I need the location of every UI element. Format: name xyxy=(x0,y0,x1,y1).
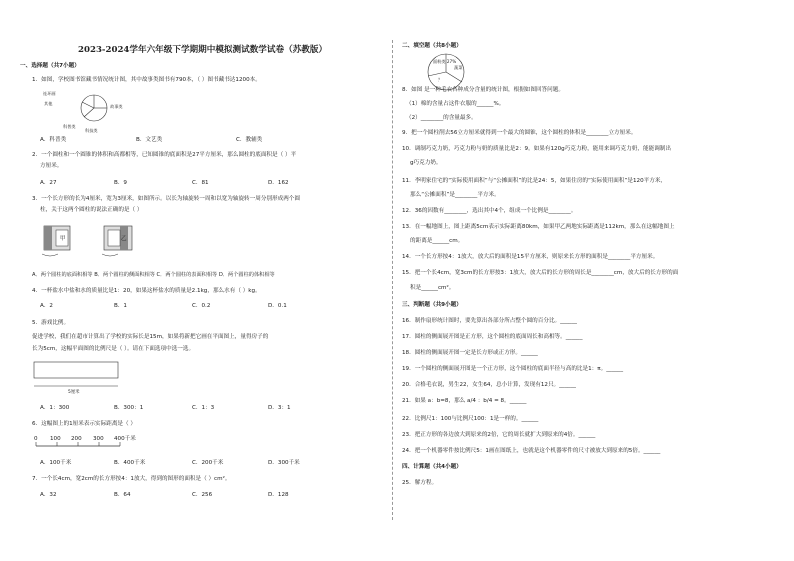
q8-pie-label-1: 面粉类 27% xyxy=(433,59,457,64)
pie-label-science: 科普类 xyxy=(63,124,76,129)
q2-option-b: B．9 xyxy=(114,180,127,186)
q4-option-b: B．1 xyxy=(114,303,127,309)
question-21-text: 21．如果 a：b=8，那么 a/4 ：b/4 = 8。______ xyxy=(402,398,527,404)
q3-options: A．两个圆柱的底面积相等 B．两个圆柱的侧面积相等 C．两个圆柱的表面积相等 D．两个圆柱的体积相等 xyxy=(32,272,275,278)
q2-option-a: A．27 xyxy=(40,180,57,186)
q7-option-d: D．128 xyxy=(268,492,289,498)
question-16-text: 16．制作扇形统计图时，要先算出各部分所占整个圆的百分比。______ xyxy=(402,318,577,324)
pie-label-story: 故事类 xyxy=(110,104,123,109)
question-15-text-2: 积是______cm²。 xyxy=(410,285,455,291)
q7-option-a: A．32 xyxy=(40,492,57,498)
q6-option-a: A．100千米 xyxy=(40,460,72,466)
scale-label-0: 0 xyxy=(34,436,38,442)
question-10-text-1: 10．调制巧克力奶，巧克力粉与奶的质量比是2：9。如果有120g巧克力粉，能用来调巧克力奶，能能调制出 xyxy=(402,146,671,152)
q5-figure-label: 5厘米 xyxy=(68,390,80,395)
question-9-text: 9．把一个圆柱削去56立方厘米就得到一个最大的圆锥，这个圆柱的体积是________立方厘米。 xyxy=(402,130,637,136)
section-heading-4: 四、计算题（共4小题） xyxy=(402,464,462,470)
q2-option-c: C．81 xyxy=(192,180,209,186)
q7-option-c: C．256 xyxy=(192,492,213,498)
question-6-text: 6．这幅图上的1厘米表示实际距离是（ ） xyxy=(32,421,136,427)
question-11-text-1: 11．李明家住宅的“实际使用面积”与“公摊面积”的比是24：5，如果住房的“实际使用面积”是120平方米， xyxy=(402,178,667,184)
q3-figure-label-jia: 甲 xyxy=(60,236,66,242)
question-1-text: 1．如图，学校图书馆藏书情况统计图，其中故事类图书有790本，（ ）图书藏书达1200本。 xyxy=(32,77,261,83)
question-19-text: 19．一个圆柱的侧面展开图是一个正方形，这个圆柱的底面半径与高的比是1：π。______ xyxy=(402,366,624,372)
section-heading-2: 二、填空题（共8小题） xyxy=(402,43,462,49)
question-18-text: 18．圆柱的侧面展开图一定是长方形或正方形。______ xyxy=(402,350,538,356)
q1-option-b: B．文艺类 xyxy=(136,137,163,143)
question-12-text: 12．36的因数有________，选出其中4个，组成一个比例是________。 xyxy=(402,208,577,214)
question-20-text: 20．合格毛衣说，男生22，女生64，总小计算，发现有12只。______ xyxy=(402,382,576,388)
q4-option-d: D．0.1 xyxy=(268,303,287,309)
q7-option-b: B．64 xyxy=(114,492,131,498)
q1-option-a: A．科普类 xyxy=(40,137,67,143)
question-22-text: 22．比例尺1：100与比例尺100：1是一样的。______ xyxy=(402,416,539,422)
q1-option-c: C．教辅类 xyxy=(236,137,263,143)
q8-pie-label-2: 蔬菜 xyxy=(454,65,463,70)
question-14-text: 14．一个长方形按4：1放大，放大后的面积是15平方厘米，则原来长方形的面积是________平方厘米。 xyxy=(402,254,659,260)
question-3-text-2: 柱，关于这两个圆柱的说法正确的是（ ） xyxy=(40,207,143,213)
q6-option-c: C．200千米 xyxy=(192,460,224,466)
q5-option-a: A．1：300 xyxy=(40,405,70,411)
question-13-text-1: 13．在一幅地图上，图上距离5cm表示实际距离80km，如果甲乙两地实际距离是112km，那么在这幅地图上 xyxy=(402,224,675,230)
question-24-text: 24．把一个机器零件按比例尺5：1画在图纸上，也就是这个机器零件的尺寸被放大到原来的5倍。______ xyxy=(402,448,661,454)
scale-label-100: 100 xyxy=(50,436,61,442)
pie-label-comic: 连环画 xyxy=(43,91,56,96)
section-heading-1: 一、选择题（共7小题） xyxy=(20,63,80,69)
q8-pie-label-3: ？ xyxy=(438,77,443,82)
page-title: 2023-2024学年六年级下学期期中模拟测试数学试卷（苏教版） xyxy=(78,45,328,55)
q5-option-c: C．1：3 xyxy=(192,405,215,411)
q5-option-b: B．300：1 xyxy=(114,405,144,411)
pie-label-other: 其他 xyxy=(44,101,53,106)
q2-option-d: D．162 xyxy=(268,180,289,186)
question-10-text-2: g巧克力奶。 xyxy=(410,160,442,166)
question-4-text: 4．一杯盐水中盐和水的质量比是1：20，如果这杯盐水的质量是2.1kg，那么水有（ ）kg。 xyxy=(32,288,261,294)
question-8-text: 8．如图 是一种毛衣各种成分含量的统计图，根据如图回答问题。 xyxy=(402,87,564,93)
question-23-text: 23．把正方形的各边放大到原来的2倍，它的周长就扩大到原来的4倍。______ xyxy=(402,432,596,438)
column-divider xyxy=(392,40,393,520)
question-2-text-2: 方厘米。 xyxy=(40,163,63,169)
question-5-text-1: 5．游戏比例。 xyxy=(32,320,70,326)
pie-label-tech: 科技类 xyxy=(85,128,98,133)
question-7-text: 7．一个长4cm，宽2cm的长方形按4：1放大，得到的图形的面积是（ ）cm²。 xyxy=(32,476,231,482)
question-5-text-2: 促进学校，我们在超市计算出了学校的实际长是15m，如果将新把它画在平面图上，量得房子的 xyxy=(32,334,269,340)
question-17-text: 17．圆柱的侧面展开图是正方形，这个圆柱的底面周长和高相等。______ xyxy=(402,334,583,340)
question-15-text-1: 15．把一个长4cm，宽3cm的长方形按3：1放大，放大后的长方形的周长是________cm，放大后的长方形的面 xyxy=(402,270,679,276)
question-5-text-3: 长为5cm，这幅平面图的比例尺是（ ）。请在下面选项中选一选。 xyxy=(32,346,195,352)
q6-option-b: B．400千米 xyxy=(114,460,146,466)
question-8-part-2: （2）________的含量最多。 xyxy=(406,115,477,121)
q3-figure-label-yi: 乙 xyxy=(121,236,127,242)
question-2-text-1: 2．一个圆柱和一个圆锥的体积和高都相等，已知圆锥的底面积是27平方厘米，那么圆柱的底面积是（ ）平 xyxy=(32,152,297,158)
q4-option-c: C．0.2 xyxy=(192,303,211,309)
question-11-text-2: 那么“公摊面积”是________平方米。 xyxy=(410,192,500,198)
question-8-part-1: （1）棉的含量占这件衣服的______%。 xyxy=(406,101,505,107)
q5-option-d: D．3：1 xyxy=(268,405,291,411)
q4-option-a: A．2 xyxy=(40,303,53,309)
question-13-text-2: 的距离是______cm。 xyxy=(410,238,464,244)
question-3-text-1: 3．一个长方形的长为4厘米，宽为3厘米，如图所示。以长为轴旋转一周和以宽为轴旋转一周分别形成两个圆 xyxy=(32,196,300,202)
scale-label-200: 200 xyxy=(71,436,82,442)
question-25-text: 25．解方程。 xyxy=(402,480,438,486)
scale-label-400: 400千米 xyxy=(114,436,136,442)
section-heading-3: 三、判断题（共9小题） xyxy=(402,302,462,308)
q6-option-d: D．300千米 xyxy=(268,460,300,466)
q3-cylinders-figure xyxy=(40,220,160,260)
scale-label-300: 300 xyxy=(93,436,104,442)
